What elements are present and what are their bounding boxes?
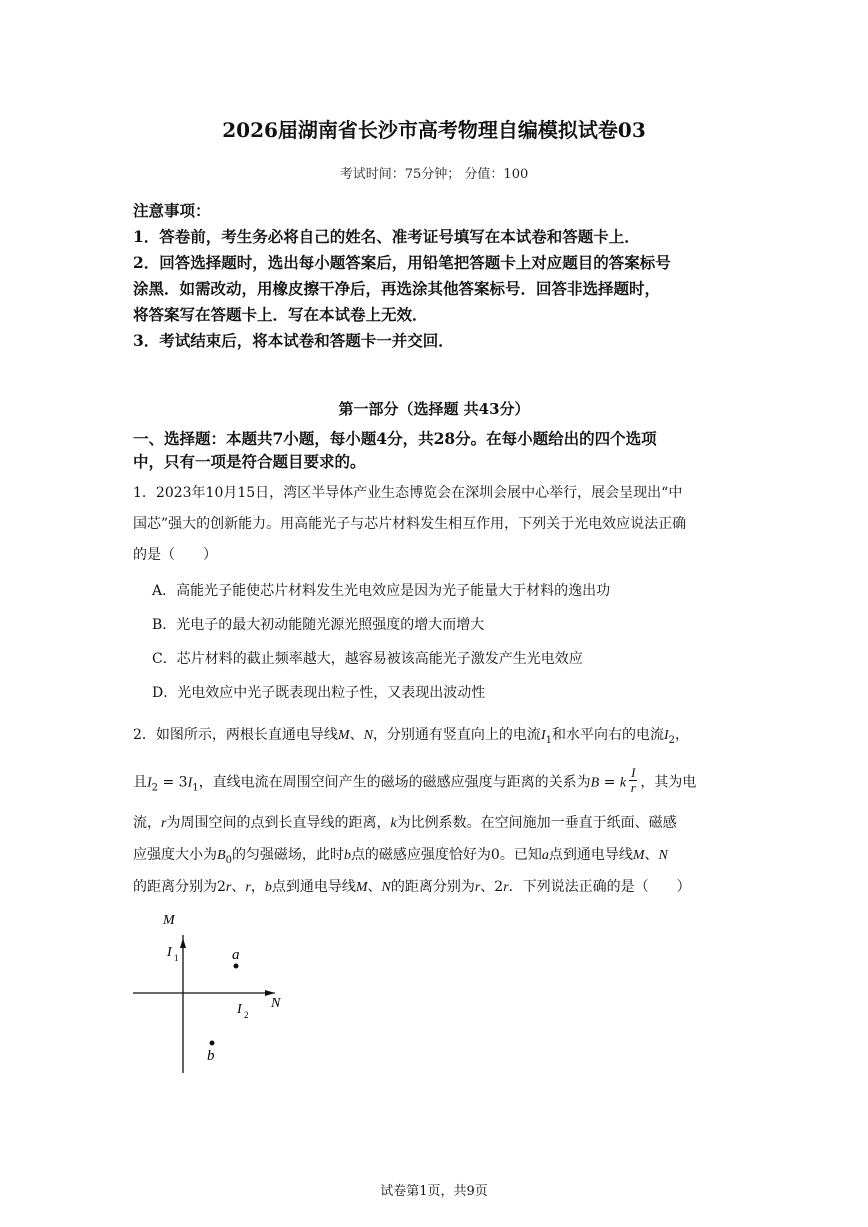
var-N: N [658, 848, 668, 863]
frac-num: I [631, 765, 636, 780]
var-b: b [343, 848, 351, 863]
q2-text: 、 [644, 847, 659, 863]
sub-1: 1 [545, 734, 552, 746]
q2-text: ， [250, 879, 265, 895]
instr-line-a: 一、选择题：本题共7小题，每小题4分，共28分。在每小题给出的四个选项 [133, 429, 657, 448]
notes-block [133, 198, 733, 354]
q2-text: 和水平向右的电流 [551, 727, 664, 743]
sub-1: 1 [192, 782, 199, 794]
q2-text: 点到通电导线 [271, 879, 356, 895]
q1-option-c[interactable]: C．芯片材料的截止频率越大，越容易被该高能光子激发产生光电效应 [152, 651, 583, 667]
point-a [234, 964, 239, 969]
label-I2-sub: 2 [244, 1010, 249, 1020]
q2-text: 、 [231, 879, 246, 895]
q2-text: 为比例系数。在空间施加一垂直于纸面、磁感 [396, 815, 677, 831]
q2-text: 为周围空间的点到长直导线的距离， [166, 815, 391, 831]
var-I: I [187, 775, 193, 791]
q1-option-a[interactable]: A．高能光子能使芯片材料发生光电效应是因为光子能量大于材料的逸出功 [152, 583, 611, 599]
q2-text: 、 [367, 879, 382, 895]
var-I: I [663, 728, 669, 743]
q2-text: 应强度大小为 [133, 847, 217, 863]
label-I2: I [237, 1002, 242, 1017]
q2-text: ．下列说法正确的是（ ） [508, 879, 691, 895]
instr-line-b: 中，只有一项是符合题目要求的。 [133, 452, 366, 471]
q2-text: 且 [133, 774, 147, 791]
page-footer: 试卷第1页，共9页 [380, 1184, 488, 1199]
q2-text: 的匀强磁场，此时 [231, 847, 344, 863]
var-M: M [355, 880, 368, 895]
q2-text: 的距离分别为2 [133, 879, 226, 895]
var-B: B [590, 775, 600, 791]
label-N: N [271, 996, 281, 1011]
q2-line-3 [133, 812, 743, 832]
var-I: I [540, 728, 546, 743]
var-N: N [363, 728, 373, 743]
q2-text: 、2 [480, 879, 504, 895]
q2-line-5 [133, 876, 743, 896]
q1-line-3: 的是（ ） [133, 547, 217, 563]
var-k: k [619, 775, 627, 791]
q1-option-d[interactable]: D．光电效应中光子既表现出粒子性，又表现出波动性 [152, 685, 486, 701]
var-a: a [541, 848, 549, 863]
q2-text: 的距离分别为 [390, 879, 475, 895]
notes-heading: 注意事项： [133, 201, 211, 220]
q2-line-2 [133, 765, 743, 797]
var-r: r [245, 880, 251, 895]
notes-item-2a: 2．回答选择题时，选出每小题答案后，用铅笔把答题卡上对应题目的答案标号 [133, 253, 671, 272]
var-r: r [225, 880, 232, 895]
q2-text: ，直线电流在周围空间产生的磁场的磁感应强度与距离的关系为 [198, 774, 591, 791]
fraction-I-over-r [629, 766, 637, 795]
label-I1: I [167, 945, 172, 960]
q1-line-1: 1．2023年10月15日，湾区半导体产业生态博览会在深圳会展中心举行，展会呈现出“中 [133, 485, 683, 501]
var-N: N [381, 880, 391, 895]
label-M: M [163, 913, 175, 928]
sub-2: 2 [668, 734, 676, 746]
q2-eq: = [599, 774, 620, 791]
q2-text: ，分别通有竖直向上的电流 [372, 727, 541, 743]
sub-0: 0 [225, 854, 232, 866]
arrow-up-icon [180, 938, 186, 948]
question-1-stem [133, 478, 733, 571]
q1-option-b[interactable]: B．光电子的最大初动能随光源光照强度的增大而增大 [152, 617, 485, 633]
label-b: b [207, 1048, 215, 1064]
var-b: b [264, 880, 272, 895]
q2-line-1 [133, 724, 743, 746]
notes-item-1: 1．答卷前，考生务必将自己的姓名、准考证号填写在本试卷和答题卡上． [133, 227, 640, 246]
var-M: M [632, 848, 645, 863]
q2-eq: = 3 [158, 774, 188, 791]
exam-meta: 考试时间：75分钟； 分值：100 [339, 167, 529, 182]
q2-line-4 [133, 844, 743, 866]
point-b [210, 1041, 215, 1046]
q2-text: 2．如图所示，两根长直通电导线 [133, 727, 338, 743]
q2-text: ， [675, 727, 690, 743]
var-M: M [337, 728, 350, 743]
var-I: I [147, 775, 152, 791]
sub-2: 2 [151, 782, 159, 794]
q2-text: 、 [349, 727, 364, 743]
exam-title: 2026届湖南省长沙市高考物理自编模拟试卷03 [222, 118, 646, 142]
label-a: a [232, 947, 240, 963]
notes-item-2c: 将答案写在答题卡上．写在本试卷上无效． [133, 305, 428, 324]
var-B: B [217, 848, 226, 863]
q2-text: 点到通电导线 [548, 847, 633, 863]
var-r: r [503, 880, 509, 895]
q2-text: 点的磁感应强度恰好为0。已知 [350, 847, 542, 863]
var-r: r [474, 880, 481, 895]
label-I1-sub: 1 [174, 953, 179, 963]
notes-item-2b: 涂黑．如需改动，用橡皮擦干净后，再选涂其他答案标号．回答非选择题时， [133, 279, 661, 298]
q2-text: 流， [133, 815, 161, 831]
q2-figure [125, 905, 295, 1080]
var-k: k [390, 816, 397, 831]
q2-text: ，其为电 [640, 774, 697, 791]
notes-item-3: 3．考试结束后，将本试卷和答题卡一并交回． [133, 331, 454, 350]
section-instructions [133, 427, 733, 473]
section-title: 第一部分（选择题 共43分） [338, 400, 530, 418]
frac-den: r [630, 780, 636, 795]
var-r: r [161, 816, 167, 831]
q1-line-2: 国芯”强大的创新能力。用高能光子与芯片材料发生相互作用，下列关于光电效应说法正确 [133, 516, 687, 532]
